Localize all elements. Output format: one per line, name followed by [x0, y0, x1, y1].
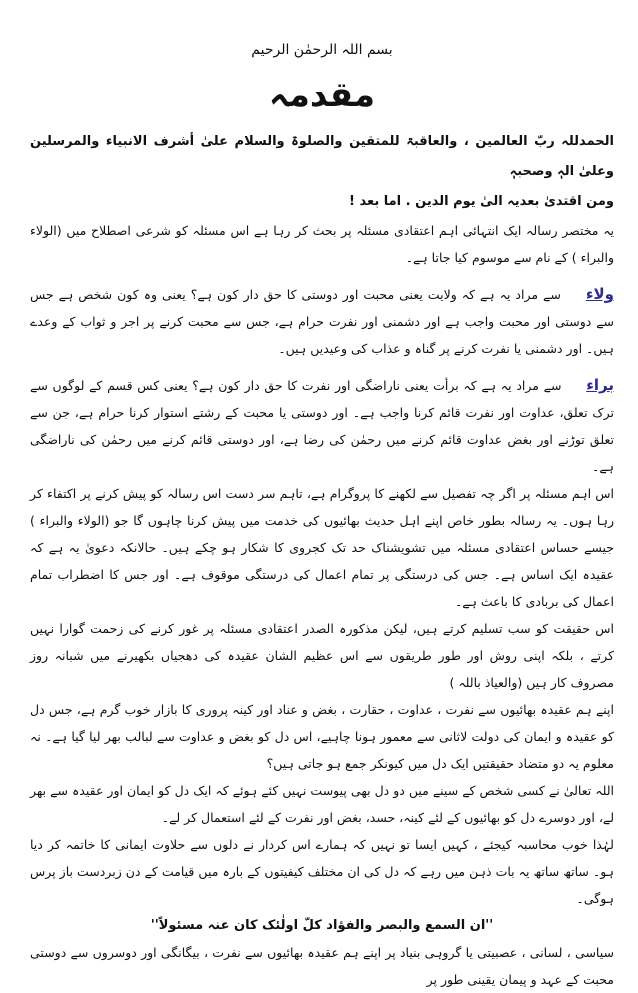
opening-line-2: ومن اقتدیٰ بعدیہ الیٰ یوم الدین . اما بعد ! [349, 194, 614, 209]
baraa-text: سے مراد یہ ہے کہ برأت یعنی ناراضگی اور نفرت کا حق دار کون ہے؟ یعنی کس قسم کے لوگوں سے ترک تعلق، عداوت اور نفرت قائم کرنا واجب ہے۔ اور دوستی یا محبت کے رشتے استوار کرنا حرام ہے، جن سے تعلق توڑنے اور بغض عداوت قائم کرنے میں رحمٰن کی رضا ہے، اور دوستی قائم کرنے میں رحمٰن کی ناراضگی ہے۔ [30, 378, 614, 474]
body-paragraph-5: لہٰذا خوب محاسبہ کیجئے ، کہیں ایسا تو نہیں کہ ہمارے اس کردار نے دلوں سے حلاوت ایمانی کا خاتمہ کر دیا ہو۔ ساتھ ساتھ یہ بات ذہن میں رہے کہ دل کی ان مختلف کیفیتوں کے بارہ میں قیامت کے دن زبردست باز پرس ہوگی۔ [30, 837, 614, 906]
body-paragraph-2: اس حقیقت کو سب تسلیم کرتے ہیں، لیکن مذکورہ الصدر اعتقادی مسئلہ پر غور کرنے کی زحمت گوارا نہیں کرتے ، بلکہ اپنی روش اور طور طریقوں سے اس عظیم الشان عقیدہ کی دھجیاں بکھیرنے میں شبانہ روز مصروف کار ہیں (والعیاذ باللہ ) [30, 621, 614, 690]
quran-quote: ''ان السمع والبصر والفؤاد کلّ اولٰئک کان عنہ مسئولاً'' [150, 918, 494, 933]
baraa-paragraph [30, 372, 614, 480]
intro-paragraph: یہ مختصر رسالہ ایک انتہائی اہم اعتقادی مسئلہ پر بحث کر رہا ہے اس مسئلہ کو شرعی اصطلاح میں (الولاء والبراء ) کے نام سے موسوم کیا جاتا ہے۔ [30, 223, 614, 265]
page-title: مقدمہ [268, 75, 376, 115]
baraa-term: براء [586, 376, 614, 394]
walaa-text: سے مراد یہ ہے کہ ولایت یعنی محبت اور دوستی کا حق دار کون ہے؟ یعنی وہ کون شخص ہے جس سے دوستی اور محبت واجب ہے اور دشمنی اور نفرت حرام ہے، جس سے محبت کرنے پر اجر و ثواب کے وعدے ہیں۔ اور دشمنی یا نفرت کرنے پر گناہ و عذاب کی وعیدیں ہیں۔ [30, 287, 614, 356]
bismillah: بسم اللہ الرحمٰن الرحیم [251, 42, 393, 58]
body-paragraph-3: اپنے ہم عقیدہ بھائیوں سے نفرت ، عداوت ، حقارت ، بغض و عناد اور کینہ پروری کا بازار خوب گرم ہے، جس دل کو عقیدہ و ایمان کی دولت لاثانی سے معمور ہونا چاہیے، اس دل کو بغض و عداوت سے لبالب بھر لیا گیا ہے۔ نہ معلوم یہ دو متضاد حقیقتیں ایک دل میں کیونکر جمع ہو جاتی ہیں؟ [30, 702, 614, 771]
walaa-paragraph [30, 281, 614, 362]
walaa-term: ولاء [585, 285, 614, 303]
opening-line-1: الحمدللہ ربّ العالمین ، والعاقبۃ للمتقین والصلوۃ والسلام علیٰ أشرف الانبیاء والمرسلین وعلیٰ الہٖ وصحبہٖ [30, 134, 614, 179]
body-paragraph-1: اس اہم مسئلہ پر اگر چہ تفصیل سے لکھنے کا پروگرام ہے، تاہم سر دست اس رسالہ کو پیش کرنے پر اکتفاء کر رہا ہوں۔ یہ رسالہ بطور خاص اپنے اہل حدیث بھائیوں کی خدمت میں پیش کرنا چاہوں گا جو (الولاء والبراء ) جیسے حساس اعتقادی مسئلہ میں تشویشناک حد تک کجروی کا شکار ہو چکے ہیں۔ حالانکہ دعویٰ یہ ہے کہ عقیدہ ایک اساس ہے۔ جس کی درستگی پر تمام اعمال کی درستگی موقوف ہے۔ اور جس کا اضطراب تمام اعمال کی بربادی کا باعث ہے۔ [30, 486, 614, 609]
closing-paragraph: سیاسی ، لسانی ، عصبیتی یا گروہی بنیاد پر اپنے ہم عقیدہ بھائیوں سے نفرت ، بیگانگی اور دوسروں سے دوستی محبت کے عہد و پیمان یقینی طور پر [30, 945, 614, 987]
body-paragraph-4: اللہ تعالیٰ نے کسی شخص کے سینے میں دو دل بھی پیوست نہیں کئے ہوئے کہ ایک دل کو ایمان اور عقیدہ سے بھر لے، اور دوسرے دل کو بھائیوں کے لئے کینہ، حسد، بغض اور نفرت کے لئے استعمال کر لے۔ [30, 783, 614, 825]
